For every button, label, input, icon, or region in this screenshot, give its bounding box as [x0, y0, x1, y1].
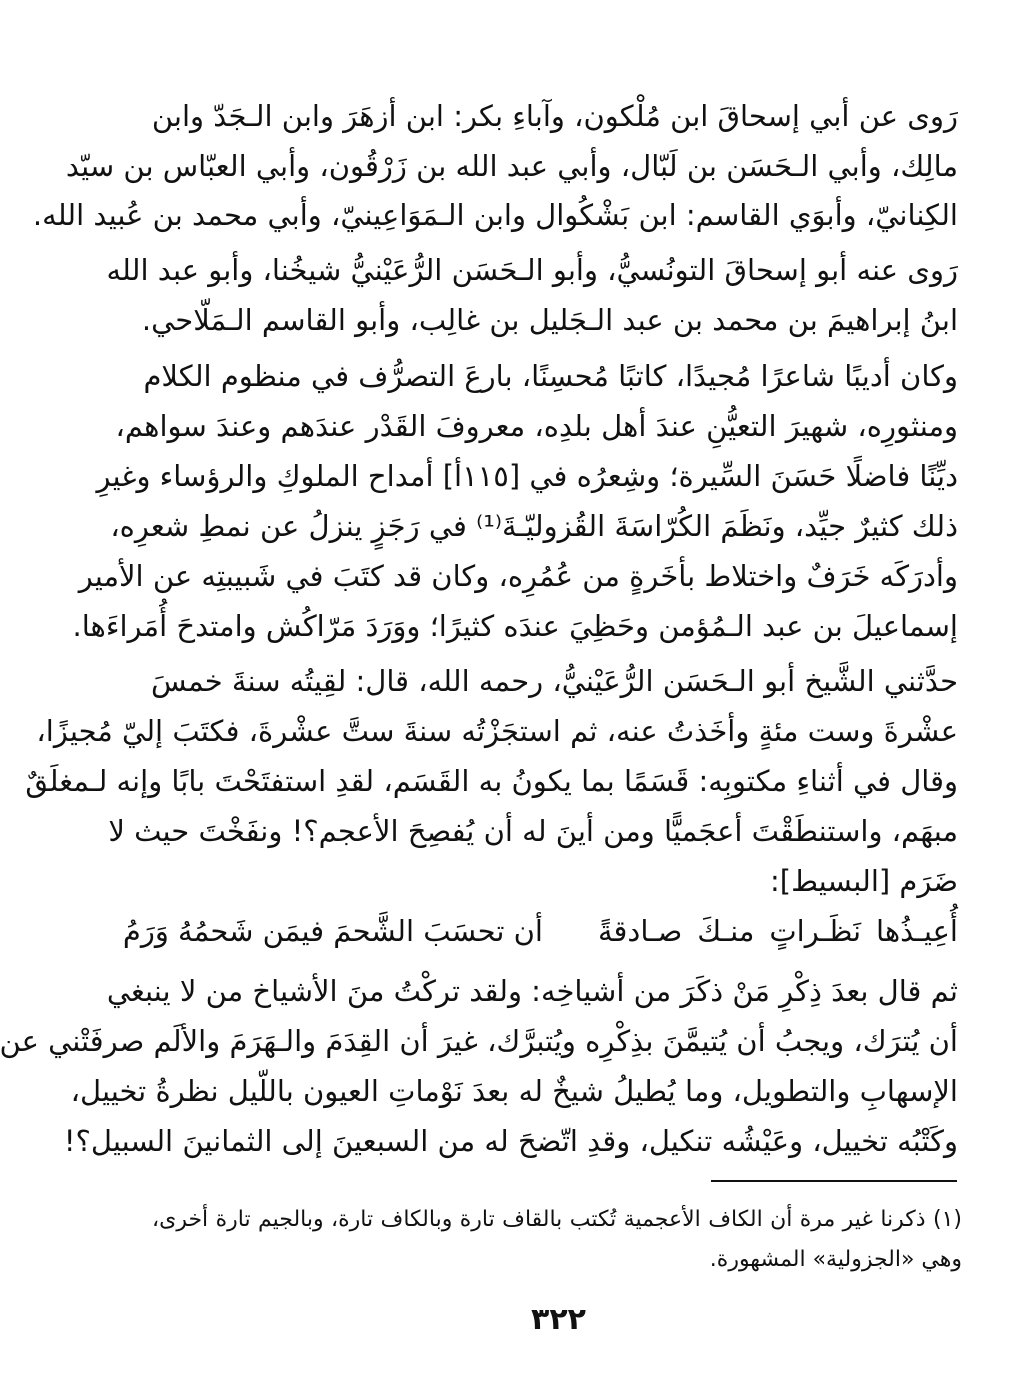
footnote-line: وهي «الجزولية» المشهورة. [709, 1247, 962, 1272]
text-line: ذلك كثيرٌ جيِّد، ونَظَمَ الكُرّاسَةَ القُزوليّـةَ⁽¹⁾ في رَجَزٍ ينزلُ عن نمطِ شعرِه، [110, 509, 958, 543]
text-line: الإسهابِ والتطويل، وما يُطيلُ شيخٌ له بعدَ نَوْماتِ العيون باللّيل نظرةُ تخييل، [70, 1074, 958, 1108]
text-line: مالِك، وأبي الـحَسَن بن لَبّال، وأبي عبد الله بن زَرْقُون، وأبي العبّاس بن سيّد [65, 149, 958, 183]
text-line: مبهَم، واستنطَقْتَ أعجَميًّا ومن أينَ له أن يُفصِحَ الأعجم؟! ونفَخْتَ حيث لا [108, 814, 958, 848]
text-line: إسماعيلَ بن عبد الـمُؤمن وحَظِيَ عندَه كثيرًا؛ ووَرَدَ مَرّاكُش وامتدحَ أُمَراءَها. [72, 609, 958, 643]
text-line: وكَتْبُه تخييل، وعَيْشُه تنكيل، وقدِ اتّضحَ له من السبعينَ إلى الثمانينَ السبيل؟! [63, 1124, 958, 1158]
text-line: وكان أديبًا شاعرًا مُجيدًا، كاتبًا مُحسِنًا، بارعَ التصرُّف في منظوم الكلام [143, 359, 958, 393]
text-line: ضَرَم [البسيط]: [770, 864, 958, 898]
text-line: الكِنانيّ، وأبوَي القاسم: ابن بَشْكُوال وابن الـمَوَاعِينيّ، وأبي محمد بن عُبيد الله. [32, 198, 958, 232]
text-line: أن يُترَك، ويجبُ أن يُتيمَّنَ بذِكْرِه ويُتبرَّك، غيرَ أن القِدَمَ والـهَرَمَ والألَم صرفَتْني عن [0, 1024, 958, 1058]
footnote-separator [711, 1180, 957, 1182]
text-line: وأدرَكَه خَرَفٌ واختلاط بأخَرةٍ من عُمُرِه، وكان قد كتَبَ في شَبيبتِه عن الأمير [78, 559, 958, 593]
text-line: ديِّنًا فاضلًا حَسَنَ السِّيرة؛ وشِعرُه في [١١٥أ] أمداح الملوكِ والرؤساء وغيرِ [96, 459, 958, 493]
text-line: ثم قال بعدَ ذِكْرِ مَنْ ذكَرَ من أشياخِه: ولقد تركْتُ منَ الأشياخ من لا ينبغي [106, 974, 958, 1008]
page-number: ٣٢٢ [531, 1302, 586, 1337]
verse-second-hemistich: أن تحسَبَ الشَّحمَ فيمَن شَحمُهُ وَرَمُ [122, 914, 543, 948]
verse-first-hemistich: أُعِيـذُها نَظَـراتٍ منـكَ صـادقةً [598, 914, 958, 948]
text-line: ومنثورِه، شهيرَ التعيُّنِ عندَ أهل بلدِه، معروفَ القَدْر عندَهم وعندَ سواهم، [115, 409, 958, 443]
footnote-line: (١) ذكرنا غير مرة أن الكاف الأعجمية تُكتب بالقاف تارة وبالكاف تارة، وبالجيم تارة أخرى، [152, 1207, 962, 1232]
text-line: عشْرةَ وست مئةٍ وأخَذتُ عنه، ثم استجَزْتُه سنةَ ستَّ عشْرةَ، فكتَبَ إليّ مُجيزًا، [36, 714, 958, 748]
text-line: رَوى عن أبي إسحاقَ ابن مُلْكون، وآباءِ بكر: ابن أزهَرَ وابن الـجَدّ وابن [151, 99, 958, 133]
text-line: حدَّثني الشَّيخ أبو الـحَسَن الرُّعَيْنيُّ، رحمه الله، قال: لقِيتُه سنةَ خمسَ [151, 664, 958, 698]
text-line: وقال في أثناءِ مكتوبِه: قَسَمًا بما يكونُ به القَسَم، لقدِ استفتَحْتَ بابًا وإنه لـمغلَقٌ [25, 764, 958, 798]
text-line: ابنُ إبراهيمَ بن محمد بن عبد الـجَليل بن غالِب، وأبو القاسم الـمَلّاحي. [141, 303, 958, 337]
text-line: رَوى عنه أبو إسحاقَ التونُسيُّ، وأبو الـحَسَن الرُّعَيْنيُّ شيخُنا، وأبو عبد الله [106, 253, 958, 287]
